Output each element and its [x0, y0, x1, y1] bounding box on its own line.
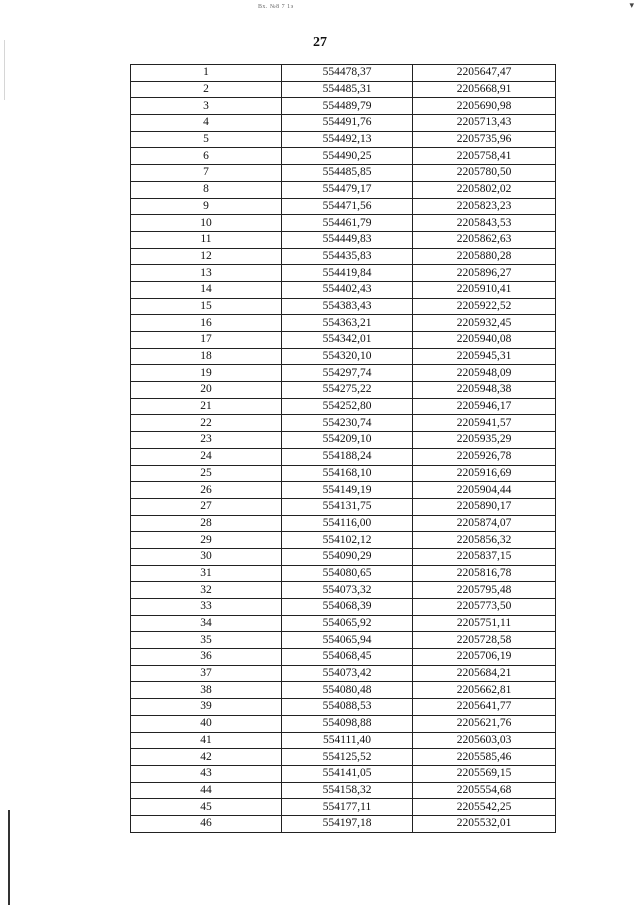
point-number-cell: 20: [131, 382, 282, 399]
point-number-cell: 28: [131, 515, 282, 532]
point-number-cell: 46: [131, 815, 282, 832]
coordinates-table: [130, 64, 556, 833]
table-row: [131, 649, 556, 666]
point-number-cell: 23: [131, 432, 282, 449]
table-row: [131, 682, 556, 699]
y-coordinate-cell: 2205647,47: [413, 65, 556, 82]
point-number-cell: 44: [131, 782, 282, 799]
point-number-cell: 21: [131, 398, 282, 415]
table-row: [131, 715, 556, 732]
y-coordinate-cell: 2205823,23: [413, 198, 556, 215]
scan-edge-bar: [8, 810, 10, 905]
x-coordinate-cell: 554098,88: [282, 715, 413, 732]
table-row: [131, 782, 556, 799]
table-row: [131, 582, 556, 599]
point-number-cell: 25: [131, 465, 282, 482]
y-coordinate-cell: 2205935,29: [413, 432, 556, 449]
y-coordinate-cell: 2205862,63: [413, 231, 556, 248]
table-row: [131, 415, 556, 432]
y-coordinate-cell: 2205706,19: [413, 649, 556, 666]
x-coordinate-cell: 554177,11: [282, 799, 413, 816]
table-row: [131, 482, 556, 499]
point-number-cell: 4: [131, 115, 282, 132]
x-coordinate-cell: 554490,25: [282, 148, 413, 165]
y-coordinate-cell: 2205542,25: [413, 799, 556, 816]
x-coordinate-cell: 554141,05: [282, 765, 413, 782]
y-coordinate-cell: 2205585,46: [413, 749, 556, 766]
y-coordinate-cell: 2205910,41: [413, 281, 556, 298]
point-number-cell: 30: [131, 548, 282, 565]
y-coordinate-cell: 2205926,78: [413, 448, 556, 465]
table-row: [131, 115, 556, 132]
y-coordinate-cell: 2205684,21: [413, 665, 556, 682]
table-row: [131, 248, 556, 265]
point-number-cell: 43: [131, 765, 282, 782]
point-number-cell: 6: [131, 148, 282, 165]
x-coordinate-cell: 554449,83: [282, 231, 413, 248]
point-number-cell: 22: [131, 415, 282, 432]
table-row: [131, 215, 556, 232]
table-row: [131, 515, 556, 532]
y-coordinate-cell: 2205874,07: [413, 515, 556, 532]
y-coordinate-cell: 2205735,96: [413, 131, 556, 148]
table-row: [131, 632, 556, 649]
point-number-cell: 31: [131, 565, 282, 582]
point-number-cell: 11: [131, 231, 282, 248]
y-coordinate-cell: 2205880,28: [413, 248, 556, 265]
y-coordinate-cell: 2205621,76: [413, 715, 556, 732]
y-coordinate-cell: 2205890,17: [413, 498, 556, 515]
point-number-cell: 15: [131, 298, 282, 315]
point-number-cell: 12: [131, 248, 282, 265]
point-number-cell: 18: [131, 348, 282, 365]
point-number-cell: 40: [131, 715, 282, 732]
y-coordinate-cell: 2205816,78: [413, 565, 556, 582]
point-number-cell: 33: [131, 599, 282, 616]
point-number-cell: 5: [131, 131, 282, 148]
y-coordinate-cell: 2205802,02: [413, 181, 556, 198]
x-coordinate-cell: 554297,74: [282, 365, 413, 382]
point-number-cell: 16: [131, 315, 282, 332]
x-coordinate-cell: 554080,48: [282, 682, 413, 699]
point-number-cell: 41: [131, 732, 282, 749]
point-number-cell: 8: [131, 181, 282, 198]
x-coordinate-cell: 554209,10: [282, 432, 413, 449]
x-coordinate-cell: 554485,31: [282, 81, 413, 98]
x-coordinate-cell: 554065,94: [282, 632, 413, 649]
table-row: [131, 732, 556, 749]
table-row: [131, 65, 556, 82]
point-number-cell: 38: [131, 682, 282, 699]
y-coordinate-cell: 2205554,68: [413, 782, 556, 799]
x-coordinate-cell: 554065,92: [282, 615, 413, 632]
x-coordinate-cell: 554492,13: [282, 131, 413, 148]
x-coordinate-cell: 554491,76: [282, 115, 413, 132]
y-coordinate-cell: 2205662,81: [413, 682, 556, 699]
x-coordinate-cell: 554402,43: [282, 281, 413, 298]
x-coordinate-cell: 554073,42: [282, 665, 413, 682]
table-row: [131, 365, 556, 382]
y-coordinate-cell: 2205932,45: [413, 315, 556, 332]
point-number-cell: 19: [131, 365, 282, 382]
y-coordinate-cell: 2205532,01: [413, 815, 556, 832]
x-coordinate-cell: 554471,56: [282, 198, 413, 215]
point-number-cell: 27: [131, 498, 282, 515]
table-row: [131, 81, 556, 98]
y-coordinate-cell: 2205569,15: [413, 765, 556, 782]
x-coordinate-cell: 554320,10: [282, 348, 413, 365]
table-row: [131, 565, 556, 582]
x-coordinate-cell: 554090,29: [282, 548, 413, 565]
point-number-cell: 1: [131, 65, 282, 82]
coordinates-table-body: [131, 65, 556, 833]
table-row: [131, 382, 556, 399]
y-coordinate-cell: 2205728,58: [413, 632, 556, 649]
x-coordinate-cell: 554080,65: [282, 565, 413, 582]
table-row: [131, 131, 556, 148]
y-coordinate-cell: 2205916,69: [413, 465, 556, 482]
point-number-cell: 24: [131, 448, 282, 465]
x-coordinate-cell: 554435,83: [282, 248, 413, 265]
table-row: [131, 799, 556, 816]
table-row: [131, 332, 556, 349]
point-number-cell: 35: [131, 632, 282, 649]
table-row: [131, 599, 556, 616]
table-row: [131, 181, 556, 198]
x-coordinate-cell: 554478,37: [282, 65, 413, 82]
y-coordinate-cell: 2205603,03: [413, 732, 556, 749]
y-coordinate-cell: 2205773,50: [413, 599, 556, 616]
point-number-cell: 32: [131, 582, 282, 599]
x-coordinate-cell: 554149,19: [282, 482, 413, 499]
x-coordinate-cell: 554088,53: [282, 699, 413, 716]
y-coordinate-cell: 2205641,77: [413, 699, 556, 716]
table-row: [131, 315, 556, 332]
x-coordinate-cell: 554188,24: [282, 448, 413, 465]
y-coordinate-cell: 2205843,53: [413, 215, 556, 232]
y-coordinate-cell: 2205690,98: [413, 98, 556, 115]
point-number-cell: 13: [131, 265, 282, 282]
x-coordinate-cell: 554197,18: [282, 815, 413, 832]
x-coordinate-cell: 554116,00: [282, 515, 413, 532]
point-number-cell: 36: [131, 649, 282, 666]
x-coordinate-cell: 554073,32: [282, 582, 413, 599]
table-row: [131, 281, 556, 298]
table-row: [131, 198, 556, 215]
x-coordinate-cell: 554102,12: [282, 532, 413, 549]
table-row: [131, 448, 556, 465]
y-coordinate-cell: 2205904,44: [413, 482, 556, 499]
x-coordinate-cell: 554275,22: [282, 382, 413, 399]
table-row: [131, 265, 556, 282]
x-coordinate-cell: 554485,85: [282, 165, 413, 182]
table-row: [131, 298, 556, 315]
point-number-cell: 29: [131, 532, 282, 549]
y-coordinate-cell: 2205713,43: [413, 115, 556, 132]
table-row: [131, 348, 556, 365]
point-number-cell: 7: [131, 165, 282, 182]
y-coordinate-cell: 2205837,15: [413, 548, 556, 565]
table-row: [131, 432, 556, 449]
x-coordinate-cell: 554068,39: [282, 599, 413, 616]
y-coordinate-cell: 2205940,08: [413, 332, 556, 349]
table-row: [131, 98, 556, 115]
x-coordinate-cell: 554489,79: [282, 98, 413, 115]
table-row: [131, 148, 556, 165]
y-coordinate-cell: 2205948,38: [413, 382, 556, 399]
y-coordinate-cell: 2205896,27: [413, 265, 556, 282]
x-coordinate-cell: 554131,75: [282, 498, 413, 515]
corner-mark: ▾: [629, 0, 634, 10]
x-coordinate-cell: 554252,80: [282, 398, 413, 415]
x-coordinate-cell: 554479,17: [282, 181, 413, 198]
x-coordinate-cell: 554230,74: [282, 415, 413, 432]
y-coordinate-cell: 2205856,32: [413, 532, 556, 549]
y-coordinate-cell: 2205946,17: [413, 398, 556, 415]
table-row: [131, 398, 556, 415]
point-number-cell: 45: [131, 799, 282, 816]
table-row: [131, 165, 556, 182]
x-coordinate-cell: 554419,84: [282, 265, 413, 282]
point-number-cell: 39: [131, 699, 282, 716]
point-number-cell: 14: [131, 281, 282, 298]
point-number-cell: 3: [131, 98, 282, 115]
point-number-cell: 2: [131, 81, 282, 98]
y-coordinate-cell: 2205945,31: [413, 348, 556, 365]
x-coordinate-cell: 554158,32: [282, 782, 413, 799]
x-coordinate-cell: 554342,01: [282, 332, 413, 349]
point-number-cell: 34: [131, 615, 282, 632]
table-row: [131, 615, 556, 632]
table-row: [131, 765, 556, 782]
x-coordinate-cell: 554363,21: [282, 315, 413, 332]
point-number-cell: 42: [131, 749, 282, 766]
y-coordinate-cell: 2205751,11: [413, 615, 556, 632]
table-row: [131, 231, 556, 248]
table-row: [131, 498, 556, 515]
x-coordinate-cell: 554068,45: [282, 649, 413, 666]
scan-stamp-mark: Вх. №8 7 1э: [258, 4, 294, 10]
y-coordinate-cell: 2205795,48: [413, 582, 556, 599]
x-coordinate-cell: 554461,79: [282, 215, 413, 232]
x-coordinate-cell: 554125,52: [282, 749, 413, 766]
point-number-cell: 17: [131, 332, 282, 349]
y-coordinate-cell: 2205758,41: [413, 148, 556, 165]
y-coordinate-cell: 2205941,57: [413, 415, 556, 432]
table-row: [131, 815, 556, 832]
y-coordinate-cell: 2205780,50: [413, 165, 556, 182]
table-row: [131, 699, 556, 716]
x-coordinate-cell: 554111,40: [282, 732, 413, 749]
point-number-cell: 37: [131, 665, 282, 682]
x-coordinate-cell: 554168,10: [282, 465, 413, 482]
x-coordinate-cell: 554383,43: [282, 298, 413, 315]
y-coordinate-cell: 2205922,52: [413, 298, 556, 315]
table-row: [131, 532, 556, 549]
table-row: [131, 465, 556, 482]
y-coordinate-cell: 2205948,09: [413, 365, 556, 382]
y-coordinate-cell: 2205668,91: [413, 81, 556, 98]
point-number-cell: 10: [131, 215, 282, 232]
point-number-cell: 26: [131, 482, 282, 499]
table-row: [131, 548, 556, 565]
table-row: [131, 665, 556, 682]
table-row: [131, 749, 556, 766]
page-number: 27: [313, 35, 327, 50]
point-number-cell: 9: [131, 198, 282, 215]
